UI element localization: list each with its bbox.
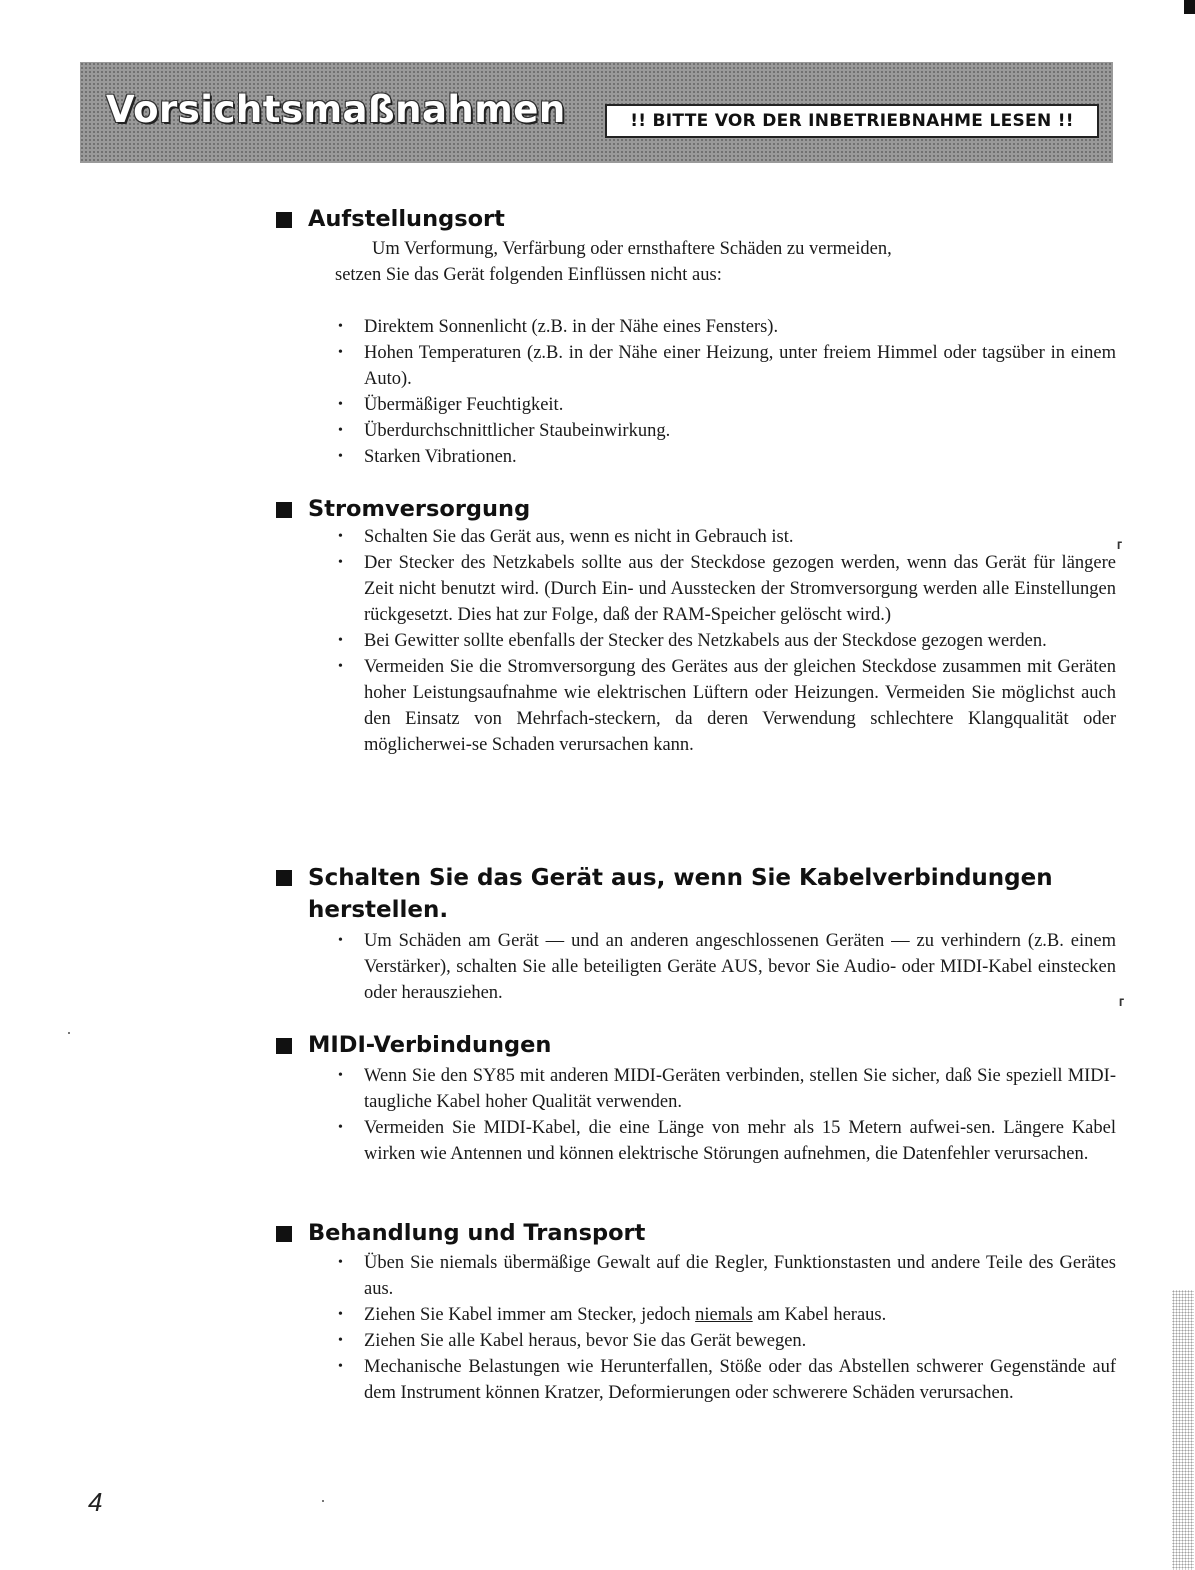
list-item: • Um Schäden am Gerät — und an anderen angeschlossenen Geräten — zu verhindern (z.B. einem Verstärker), schalten Sie alle beteiligten Geräte AUS, bevor Sie Audio- oder MIDI-Kabel einstecken oder herausziehen.	[364, 928, 1116, 1006]
list-item: • Hohen Temperaturen (z.B. in der Nähe einer Heizung, unter freiem Himmel oder tagsüber in einem Auto).	[364, 340, 1116, 392]
list-item: • Wenn Sie den SY85 mit anderen MIDI-Geräten verbinden, stellen Sie sicher, daß Sie speziell MIDI-taugliche Kabel hoher Qualität verwenden.	[364, 1063, 1116, 1115]
list-item: • Mechanische Belastungen wie Herunterfallen, Stöße oder das Abstellen schwerer Gegenstände auf dem Instrument können Kratzer, Deformierungen oder schwerere Schäden verursachen.	[364, 1354, 1116, 1406]
list-item: • Vermeiden Sie MIDI-Kabel, die eine Länge von mehr als 15 Metern aufwei-sen. Längere Kabel wirken wie Antennen und können elektrische Störungen aufnehmen, die Datenfehler verursachen.	[364, 1115, 1116, 1167]
section-aufstellungsort	[276, 204, 1116, 470]
margin-tick-icon: ⸢	[1118, 995, 1126, 1019]
corner-registration-mark	[1184, 0, 1195, 14]
section-title-line: herstellen.	[308, 897, 449, 923]
list-item: • Übermäßiger Feuchtigkeit.	[364, 392, 1116, 418]
section-title: Behandlung und Transport	[276, 1218, 1116, 1248]
warning-tag: !! BITTE VOR DER INBETRIEBNAHME LESEN !!	[605, 104, 1099, 138]
bullet-list	[276, 1063, 1116, 1167]
scan-edge-noise	[1172, 1290, 1194, 1570]
margin-tick-icon: ⸢	[1116, 538, 1124, 562]
section-title: Stromversorgung	[276, 494, 1116, 524]
page-title: Vorsichtsmaßnahmen	[106, 88, 566, 131]
list-item	[364, 1302, 1116, 1328]
bullet-list	[276, 524, 1116, 758]
page-number: 4	[88, 1487, 103, 1517]
item-text: Ziehen Sie Kabel immer am Stecker, jedoch	[364, 1305, 696, 1325]
intro-line: setzen Sie das Gerät folgenden Einflüssen nicht aus:	[335, 265, 722, 285]
list-item: • Der Stecker des Netzkabels sollte aus der Steckdose gezogen werden, wenn das Gerät für längere Zeit nicht benutzt wird. (Durch Ein- und Ausstecken der Stromversorgung werden alle Einstellungen rückgesetzt. Dies hat zur Folge, daß der RAM-Speicher gelöscht wird.)	[364, 550, 1116, 628]
section-title: MIDI-Verbindungen	[276, 1030, 1116, 1060]
section-intro	[276, 236, 1116, 288]
section-behandlung-transport	[276, 1218, 1116, 1406]
list-item: • Üben Sie niemals übermäßige Gewalt auf die Regler, Funktionstasten und andere Teile des Gerätes aus.	[364, 1250, 1116, 1302]
list-item: • Vermeiden Sie die Stromversorgung des Gerätes aus der gleichen Steckdose zusammen mit Geräten hoher Leistungsaufnahme wie elektrischen Lüftern oder Heizungen. Vermeiden Sie möglichst auch den Einsatz von Mehrfach-steckern, da deren Verwendung schlechtere Klangqualität oder möglicherwei-se Schaden verursachen kann.	[364, 654, 1116, 758]
section-title: Aufstellungsort	[276, 204, 1116, 234]
section-kabelverbindungen	[276, 862, 1116, 1006]
bullet-list	[276, 314, 1116, 470]
item-text: am Kabel heraus.	[752, 1305, 887, 1325]
list-item: • Ziehen Sie alle Kabel heraus, bevor Sie das Gerät bewegen.	[364, 1328, 1116, 1354]
scan-speck	[68, 1032, 70, 1034]
intro-line: Um Verformung, Verfärbung oder ernsthaftere Schäden zu vermeiden,	[372, 239, 892, 259]
header-banner	[80, 62, 1113, 163]
emphasis-niemals: niemals	[695, 1305, 753, 1325]
scan-speck	[322, 1500, 324, 1502]
section-title-line: Schalten Sie das Gerät aus, wenn Sie Kabelverbindungen	[308, 865, 1053, 891]
bullet-list	[276, 1250, 1116, 1406]
list-item: • Bei Gewitter sollte ebenfalls der Stecker des Netzkabels aus der Steckdose gezogen werden.	[364, 628, 1116, 654]
list-item: • Überdurchschnittlicher Staubeinwirkung.	[364, 418, 1116, 444]
section-midi-verbindungen	[276, 1030, 1116, 1167]
bullet-list	[276, 928, 1116, 1006]
list-item: • Direktem Sonnenlicht (z.B. in der Nähe eines Fensters).	[364, 314, 1116, 340]
section-stromversorgung	[276, 494, 1116, 758]
list-item: • Starken Vibrationen.	[364, 444, 1116, 470]
list-item: • Schalten Sie das Gerät aus, wenn es nicht in Gebrauch ist.	[364, 524, 1116, 550]
section-title	[276, 862, 1116, 926]
